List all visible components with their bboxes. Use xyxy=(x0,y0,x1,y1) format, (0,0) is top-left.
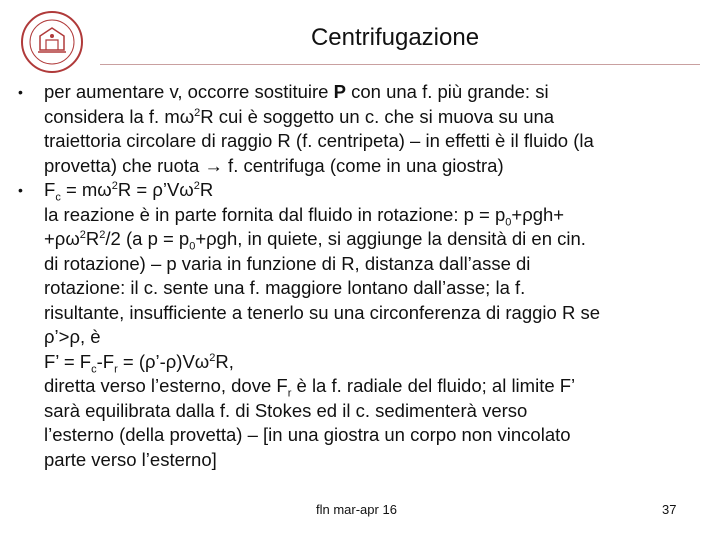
slide-body xyxy=(18,80,708,472)
bullet-1 xyxy=(18,80,708,178)
text-line: l’esterno (della provetta) – [in una giostra un corpo non vincolato xyxy=(44,424,571,445)
text-line: rotazione: il c. sente una f. maggiore lontano dall’asse; la f. xyxy=(44,277,526,298)
text-line: provetta) che ruota → f. centrifuga (come in una giostra) xyxy=(44,154,504,176)
text-line: sarà equilibrata dalla f. di Stokes ed il c. sedimenterà verso xyxy=(44,399,528,421)
text-line: $+\rho\omega^2R^2/2$ (a $p = p_0+\rho gh$, in quiete, si aggiunge la densità di en cin. xyxy=(44,228,586,253)
page-number: 37 xyxy=(662,502,677,517)
text-line: ρ’>ρ, è xyxy=(44,326,101,347)
text-line: traiettoria circolare di raggio R (f. centripeta) – in effetti è il fluido (la xyxy=(44,130,594,151)
text-line: diretta verso l’esterno, dove $F_r$ è la f. radiale del fluido; al limite F’ xyxy=(44,375,576,400)
bullet-dot-icon: • xyxy=(18,84,23,100)
formula-line: $F_c = m\omega^2R$ = $\rho’V\omega^2R$ xyxy=(44,179,214,204)
text-line: parte verso l’esterno] xyxy=(44,448,217,470)
text-line: per aumentare v, occorre sostituire P con una f. più grande: si xyxy=(44,81,549,102)
footer-label: fln mar-apr 16 xyxy=(316,502,397,517)
text-line: di rotazione) – p varia in funzione di R, distanza dall’asse di xyxy=(44,252,531,274)
page-title: Centrifugazione xyxy=(310,24,480,51)
bullet-dot-icon: • xyxy=(18,182,23,198)
text-line: risultante, insufficiente a tenerlo su una circonferenza di raggio R se xyxy=(44,301,601,323)
text-line: considera la f. $m\omega^2R$ cui è soggetto un c. che si muova su una xyxy=(44,105,555,127)
formula-line: F’ = $F_c-F_r$ = $(\rho’-\rho)V\omega^2R$, xyxy=(44,350,234,376)
text-line: la reazione è in parte fornita dal fluido in rotazione: $p = p_0+\rho gh+$ xyxy=(44,203,565,229)
title-divider xyxy=(100,64,700,65)
bullet-2 xyxy=(18,178,708,472)
